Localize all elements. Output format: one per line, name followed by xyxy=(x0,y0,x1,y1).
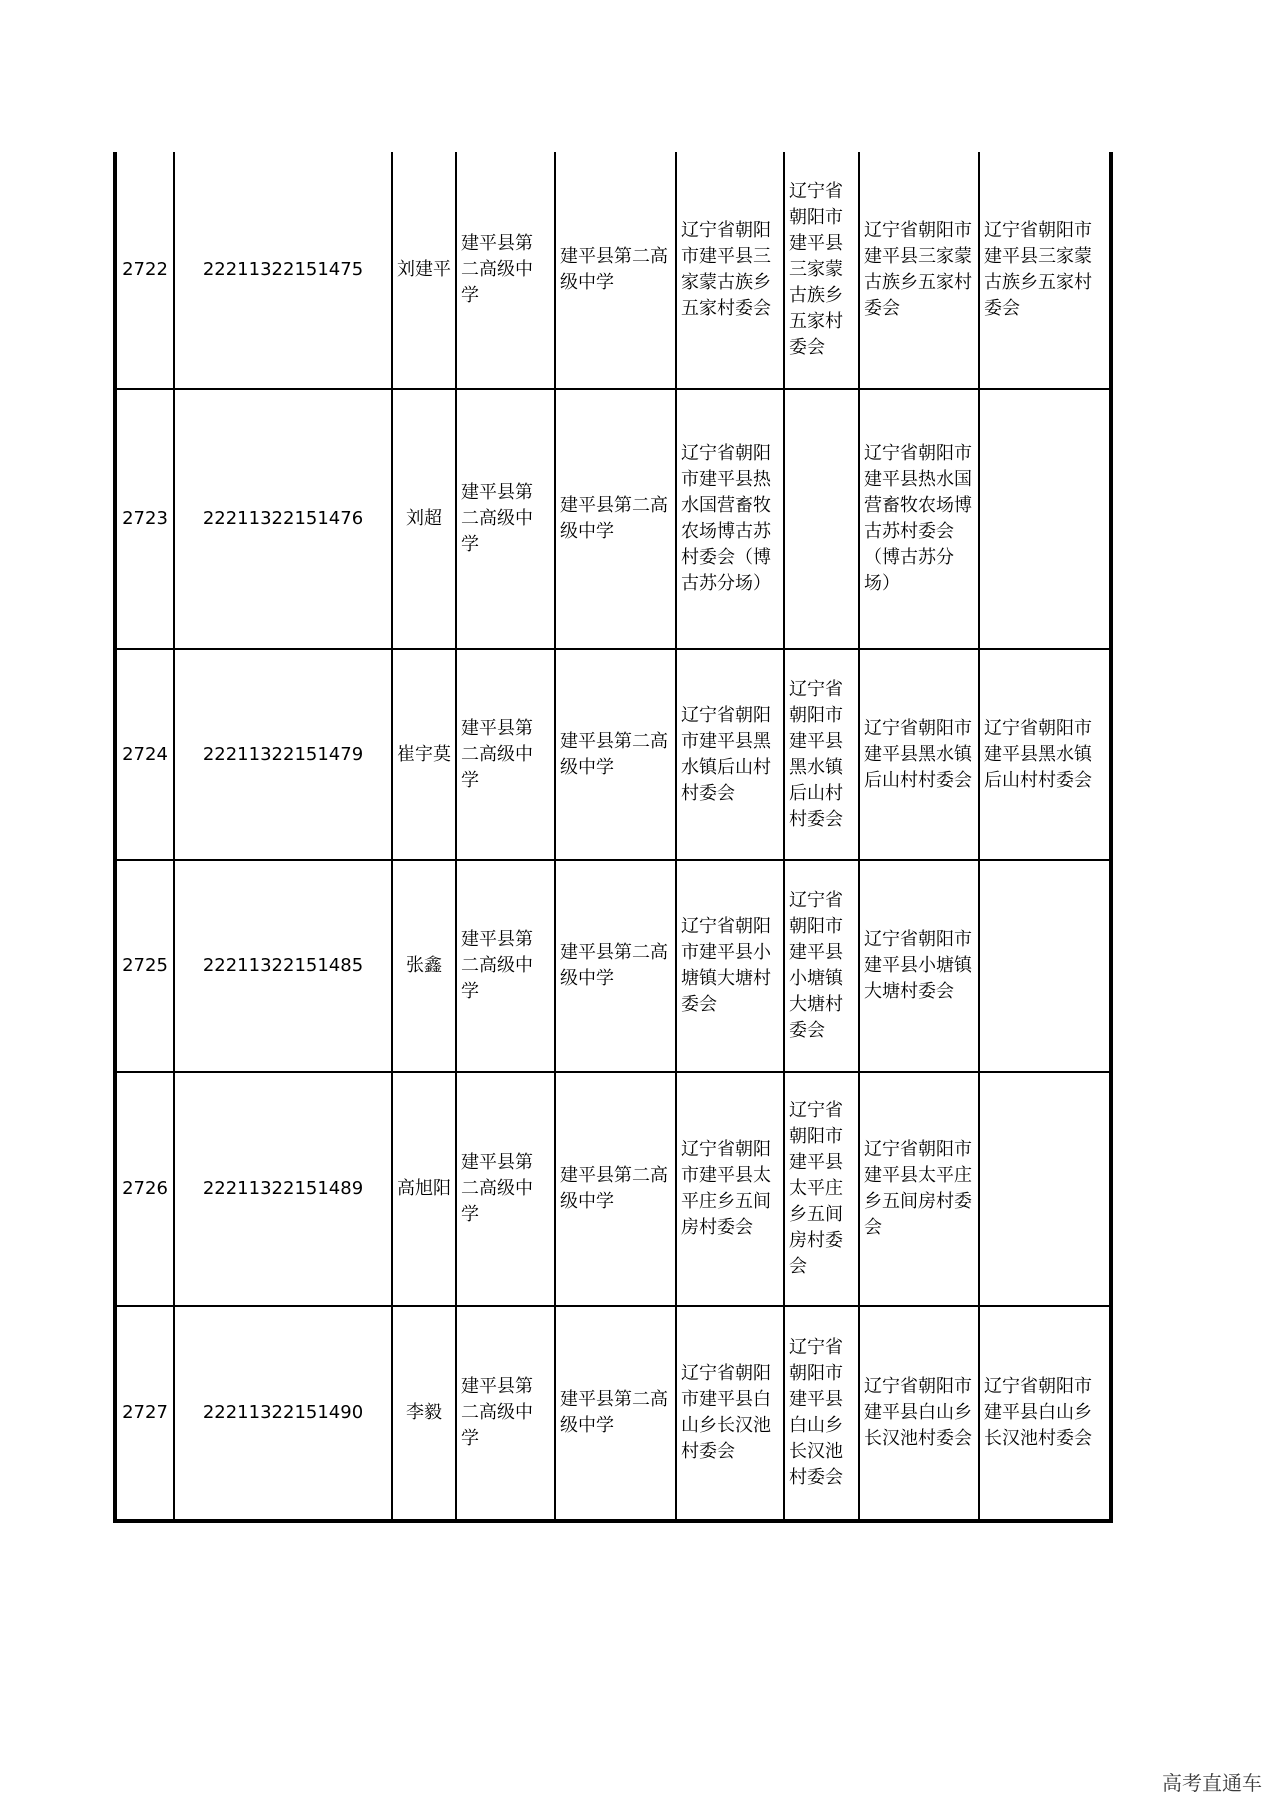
table-row xyxy=(115,389,1111,649)
address-column-1: 辽宁省朝阳市建平县黑水镇后山村村委会 xyxy=(676,649,784,860)
exam-id: 22211322151479 xyxy=(174,649,392,860)
address-column-3: 辽宁省朝阳市建平县太平庄乡五间房村委会 xyxy=(859,1072,979,1306)
row-number: 2726 xyxy=(115,1072,174,1306)
row-number: 2727 xyxy=(115,1306,174,1521)
table-row xyxy=(115,152,1111,389)
row-number: 2722 xyxy=(115,152,174,389)
address-column-4: 辽宁省朝阳市建平县黑水镇后山村村委会 xyxy=(979,649,1111,860)
school-name-secondary: 建平县第二高级中学 xyxy=(555,1306,676,1521)
address-column-3: 辽宁省朝阳市建平县小塘镇大塘村委会 xyxy=(859,860,979,1072)
student-name: 刘建平 xyxy=(392,152,456,389)
table-row xyxy=(115,860,1111,1072)
address-column-3: 辽宁省朝阳市建平县黑水镇后山村村委会 xyxy=(859,649,979,860)
school-name-secondary: 建平县第二高级中学 xyxy=(555,389,676,649)
school-name: 建平县第二高级中学 xyxy=(456,860,555,1072)
watermark-text: 高考直通车 xyxy=(1162,1771,1262,1795)
address-column-3: 辽宁省朝阳市建平县三家蒙古族乡五家村委会 xyxy=(859,152,979,389)
address-column-4: 辽宁省朝阳市建平县白山乡长汉池村委会 xyxy=(979,1306,1111,1521)
school-name: 建平县第二高级中学 xyxy=(456,389,555,649)
roster-table xyxy=(113,152,1113,1523)
address-column-2: 辽宁省朝阳市建平县黑水镇后山村村委会 xyxy=(784,649,859,860)
address-column-2: 辽宁省朝阳市建平县小塘镇大塘村委会 xyxy=(784,860,859,1072)
row-number: 2724 xyxy=(115,649,174,860)
address-column-1: 辽宁省朝阳市建平县三家蒙古族乡五家村委会 xyxy=(676,152,784,389)
row-number: 2725 xyxy=(115,860,174,1072)
student-name: 崔宇莫 xyxy=(392,649,456,860)
address-column-4: 辽宁省朝阳市建平县三家蒙古族乡五家村委会 xyxy=(979,152,1111,389)
student-name: 刘超 xyxy=(392,389,456,649)
address-column-4 xyxy=(979,1072,1111,1306)
address-column-3: 辽宁省朝阳市建平县热水国营畜牧农场博古苏村委会（博古苏分场） xyxy=(859,389,979,649)
address-column-2: 辽宁省朝阳市建平县太平庄乡五间房村委会 xyxy=(784,1072,859,1306)
exam-id: 22211322151485 xyxy=(174,860,392,1072)
exam-id: 22211322151476 xyxy=(174,389,392,649)
address-column-2: 辽宁省朝阳市建平县三家蒙古族乡五家村委会 xyxy=(784,152,859,389)
address-column-4 xyxy=(979,860,1111,1072)
school-name-secondary: 建平县第二高级中学 xyxy=(555,860,676,1072)
exam-id: 22211322151489 xyxy=(174,1072,392,1306)
school-name-secondary: 建平县第二高级中学 xyxy=(555,649,676,860)
exam-id: 22211322151475 xyxy=(174,152,392,389)
school-name-secondary: 建平县第二高级中学 xyxy=(555,1072,676,1306)
table-row xyxy=(115,1072,1111,1306)
address-column-3: 辽宁省朝阳市建平县白山乡长汉池村委会 xyxy=(859,1306,979,1521)
student-name: 李毅 xyxy=(392,1306,456,1521)
student-name: 张鑫 xyxy=(392,860,456,1072)
address-column-2 xyxy=(784,389,859,649)
table-row xyxy=(115,1306,1111,1521)
school-name: 建平县第二高级中学 xyxy=(456,1306,555,1521)
address-column-1: 辽宁省朝阳市建平县太平庄乡五间房村委会 xyxy=(676,1072,784,1306)
address-column-1: 辽宁省朝阳市建平县小塘镇大塘村委会 xyxy=(676,860,784,1072)
table-row xyxy=(115,649,1111,860)
school-name-secondary: 建平县第二高级中学 xyxy=(555,152,676,389)
address-column-2: 辽宁省朝阳市建平县白山乡长汉池村委会 xyxy=(784,1306,859,1521)
school-name: 建平县第二高级中学 xyxy=(456,1072,555,1306)
address-column-1: 辽宁省朝阳市建平县白山乡长汉池村委会 xyxy=(676,1306,784,1521)
exam-id: 22211322151490 xyxy=(174,1306,392,1521)
student-name: 高旭阳 xyxy=(392,1072,456,1306)
school-name: 建平县第二高级中学 xyxy=(456,152,555,389)
address-column-4 xyxy=(979,389,1111,649)
roster-table-container xyxy=(113,152,1109,1521)
school-name: 建平县第二高级中学 xyxy=(456,649,555,860)
row-number: 2723 xyxy=(115,389,174,649)
address-column-1: 辽宁省朝阳市建平县热水国营畜牧农场博古苏村委会（博古苏分场） xyxy=(676,389,784,649)
